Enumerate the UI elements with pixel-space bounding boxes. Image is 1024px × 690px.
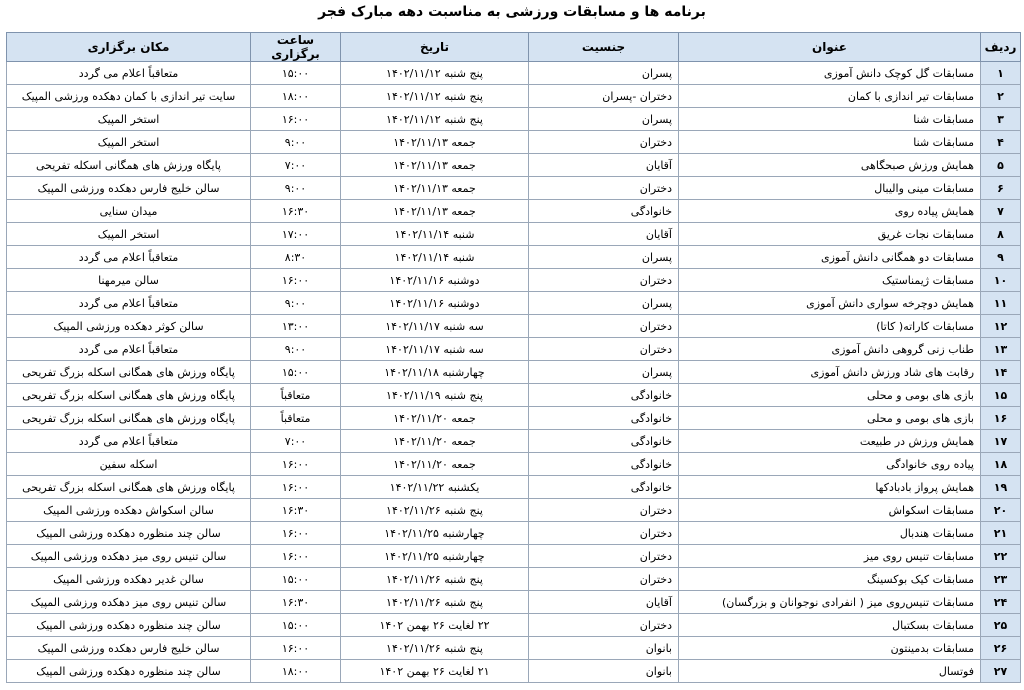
row-number: ۱۲ bbox=[981, 315, 1021, 338]
date-cell: سه شنبه ۱۴۰۲/۱۱/۱۷ bbox=[341, 338, 529, 361]
venue-cell: اسکله سفین bbox=[7, 453, 251, 476]
time-cell: ۱۶:۳۰ bbox=[251, 591, 341, 614]
time-cell: ۱۶:۰۰ bbox=[251, 476, 341, 499]
venue-cell: پایگاه ورزش های همگانی اسکله بزرگ تفریحی bbox=[7, 407, 251, 430]
table-row bbox=[7, 522, 1021, 545]
time-cell: ۷:۰۰ bbox=[251, 430, 341, 453]
row-number: ۲۳ bbox=[981, 568, 1021, 591]
gender-cell: پسران bbox=[529, 62, 679, 85]
date-cell: یکشنبه ۱۴۰۲/۱۱/۲۲ bbox=[341, 476, 529, 499]
venue-cell: سالن خلیج فارس دهکده ورزشی المپیک bbox=[7, 637, 251, 660]
row-number: ۱۷ bbox=[981, 430, 1021, 453]
row-number: ۲۶ bbox=[981, 637, 1021, 660]
table-body bbox=[7, 62, 1021, 683]
event-title: مسابقات شنا bbox=[679, 131, 981, 154]
date-cell: سه شنبه ۱۴۰۲/۱۱/۱۷ bbox=[341, 315, 529, 338]
table-row bbox=[7, 246, 1021, 269]
header-num: ردیف bbox=[981, 33, 1021, 62]
gender-cell: دختران bbox=[529, 177, 679, 200]
date-cell: پنج شنبه ۱۴۰۲/۱۱/۱۲ bbox=[341, 85, 529, 108]
row-number: ۱۴ bbox=[981, 361, 1021, 384]
time-cell: ۹:۰۰ bbox=[251, 338, 341, 361]
time-cell: ۱۶:۳۰ bbox=[251, 499, 341, 522]
venue-cell: متعاقباً اعلام می گردد bbox=[7, 246, 251, 269]
gender-cell: آقایان bbox=[529, 223, 679, 246]
venue-cell: پایگاه ورزش های همگانی اسکله تفریحی bbox=[7, 154, 251, 177]
date-cell: جمعه ۱۴۰۲/۱۱/۲۰ bbox=[341, 453, 529, 476]
header-gender: جنسیت bbox=[529, 33, 679, 62]
date-cell: جمعه ۱۴۰۲/۱۱/۲۰ bbox=[341, 407, 529, 430]
table-row bbox=[7, 269, 1021, 292]
event-title: بازی های بومی و محلی bbox=[679, 407, 981, 430]
event-title: مسابقات ژیمناستیک bbox=[679, 269, 981, 292]
event-title: همایش پرواز بادبادکها bbox=[679, 476, 981, 499]
date-cell: ۲۲ لغایت ۲۶ بهمن ۱۴۰۲ bbox=[341, 614, 529, 637]
table-row bbox=[7, 200, 1021, 223]
time-cell: ۸:۳۰ bbox=[251, 246, 341, 269]
row-number: ۷ bbox=[981, 200, 1021, 223]
table-row bbox=[7, 177, 1021, 200]
venue-cell: استخر المپیک bbox=[7, 108, 251, 131]
time-cell: متعاقباً bbox=[251, 407, 341, 430]
gender-cell: خانوادگی bbox=[529, 453, 679, 476]
row-number: ۳ bbox=[981, 108, 1021, 131]
date-cell: پنج شنبه ۱۴۰۲/۱۱/۱۹ bbox=[341, 384, 529, 407]
date-cell: پنج شنبه ۱۴۰۲/۱۱/۲۶ bbox=[341, 591, 529, 614]
venue-cell: سالن خلیج فارس دهکده ورزشی المپیک bbox=[7, 177, 251, 200]
gender-cell: آقایان bbox=[529, 154, 679, 177]
row-number: ۲ bbox=[981, 85, 1021, 108]
gender-cell: بانوان bbox=[529, 637, 679, 660]
date-cell: شنبه ۱۴۰۲/۱۱/۱۴ bbox=[341, 223, 529, 246]
time-cell: ۹:۰۰ bbox=[251, 177, 341, 200]
venue-cell: پایگاه ورزش های همگانی اسکله بزرگ تفریحی bbox=[7, 384, 251, 407]
gender-cell: پسران bbox=[529, 246, 679, 269]
time-cell: ۱۵:۰۰ bbox=[251, 568, 341, 591]
gender-cell: دختران bbox=[529, 315, 679, 338]
gender-cell: آقایان bbox=[529, 591, 679, 614]
event-title: همایش دوچرخه سواری دانش آموزی bbox=[679, 292, 981, 315]
table-row bbox=[7, 384, 1021, 407]
table-row bbox=[7, 85, 1021, 108]
event-title: مسابقات بسکتبال bbox=[679, 614, 981, 637]
time-cell: متعاقباً bbox=[251, 384, 341, 407]
header-title: عنوان bbox=[679, 33, 981, 62]
time-cell: ۱۷:۰۰ bbox=[251, 223, 341, 246]
table-row bbox=[7, 591, 1021, 614]
table-row bbox=[7, 131, 1021, 154]
venue-cell: متعاقباً اعلام می گردد bbox=[7, 338, 251, 361]
page-title: برنامه ها و مسابقات ورزشی به مناسبت دهه مبارک فجر bbox=[318, 4, 706, 20]
venue-cell: متعاقباً اعلام می گردد bbox=[7, 430, 251, 453]
time-cell: ۱۶:۳۰ bbox=[251, 200, 341, 223]
time-cell: ۹:۰۰ bbox=[251, 131, 341, 154]
event-title: مسابقات کاراته( کاتا) bbox=[679, 315, 981, 338]
event-title: همایش ورزش در طبیعت bbox=[679, 430, 981, 453]
event-title: مسابقات اسکواش bbox=[679, 499, 981, 522]
row-number: ۵ bbox=[981, 154, 1021, 177]
gender-cell: پسران bbox=[529, 361, 679, 384]
table-row bbox=[7, 361, 1021, 384]
venue-cell: سالن کوثر دهکده ورزشی المپیک bbox=[7, 315, 251, 338]
date-cell: دوشنبه ۱۴۰۲/۱۱/۱۶ bbox=[341, 269, 529, 292]
row-number: ۱۱ bbox=[981, 292, 1021, 315]
venue-cell: استخر المپیک bbox=[7, 223, 251, 246]
row-number: ۱۰ bbox=[981, 269, 1021, 292]
row-number: ۲۴ bbox=[981, 591, 1021, 614]
venue-cell: استخر المپیک bbox=[7, 131, 251, 154]
venue-cell: سالن تنیس روی میز دهکده ورزشی المپیک bbox=[7, 591, 251, 614]
event-title: رقابت های شاد ورزش دانش آموزی bbox=[679, 361, 981, 384]
date-cell: چهارشنبه ۱۴۰۲/۱۱/۲۵ bbox=[341, 545, 529, 568]
table-row bbox=[7, 62, 1021, 85]
row-number: ۲۷ bbox=[981, 660, 1021, 683]
venue-cell: سالن چند منظوره دهکده ورزشی المپیک bbox=[7, 660, 251, 683]
time-cell: ۱۶:۰۰ bbox=[251, 637, 341, 660]
table-row bbox=[7, 315, 1021, 338]
event-title: مسابقات تنیس روی میز bbox=[679, 545, 981, 568]
venue-cell: سالن چند منظوره دهکده ورزشی المپیک bbox=[7, 614, 251, 637]
gender-cell: خانوادگی bbox=[529, 384, 679, 407]
date-cell: جمعه ۱۴۰۲/۱۱/۱۳ bbox=[341, 200, 529, 223]
gender-cell: دختران bbox=[529, 545, 679, 568]
row-number: ۴ bbox=[981, 131, 1021, 154]
date-cell: پنج شنبه ۱۴۰۲/۱۱/۲۶ bbox=[341, 568, 529, 591]
gender-cell: خانوادگی bbox=[529, 200, 679, 223]
gender-cell: دختران bbox=[529, 522, 679, 545]
schedule-table bbox=[6, 32, 1021, 683]
venue-cell: پایگاه ورزش های همگانی اسکله بزرگ تفریحی bbox=[7, 361, 251, 384]
table-row bbox=[7, 223, 1021, 246]
venue-cell: سایت تیر اندازی با کمان دهکده ورزشی المپیک bbox=[7, 85, 251, 108]
venue-cell: سالن تنیس روی میز دهکده ورزشی المپیک bbox=[7, 545, 251, 568]
row-number: ۱ bbox=[981, 62, 1021, 85]
venue-cell: میدان سنایی bbox=[7, 200, 251, 223]
header-date: تاریخ bbox=[341, 33, 529, 62]
venue-cell: سالن اسکواش دهکده ورزشی المپیک bbox=[7, 499, 251, 522]
date-cell: شنبه ۱۴۰۲/۱۱/۱۴ bbox=[341, 246, 529, 269]
row-number: ۹ bbox=[981, 246, 1021, 269]
gender-cell: پسران bbox=[529, 292, 679, 315]
event-title: مسابقات تیر اندازی با کمان bbox=[679, 85, 981, 108]
date-cell: جمعه ۱۴۰۲/۱۱/۲۰ bbox=[341, 430, 529, 453]
table-row bbox=[7, 545, 1021, 568]
venue-cell: سالن میرمهنا bbox=[7, 269, 251, 292]
time-cell: ۱۶:۰۰ bbox=[251, 453, 341, 476]
row-number: ۲۱ bbox=[981, 522, 1021, 545]
date-cell: جمعه ۱۴۰۲/۱۱/۱۳ bbox=[341, 177, 529, 200]
event-title: بازی های بومی و محلی bbox=[679, 384, 981, 407]
event-title: مسابقات شنا bbox=[679, 108, 981, 131]
header-time: ساعت برگزاری bbox=[251, 33, 341, 62]
gender-cell: دختران bbox=[529, 338, 679, 361]
venue-cell: سالن غدیر دهکده ورزشی المپیک bbox=[7, 568, 251, 591]
date-cell: پنج شنبه ۱۴۰۲/۱۱/۲۶ bbox=[341, 499, 529, 522]
gender-cell: دختران bbox=[529, 614, 679, 637]
table-row bbox=[7, 568, 1021, 591]
table-row bbox=[7, 614, 1021, 637]
row-number: ۱۳ bbox=[981, 338, 1021, 361]
gender-cell: دختران -پسران bbox=[529, 85, 679, 108]
event-title: مسابقات دو همگانی دانش آموزی bbox=[679, 246, 981, 269]
time-cell: ۱۵:۰۰ bbox=[251, 62, 341, 85]
row-number: ۱۵ bbox=[981, 384, 1021, 407]
row-number: ۲۵ bbox=[981, 614, 1021, 637]
gender-cell: خانوادگی bbox=[529, 430, 679, 453]
venue-cell: پایگاه ورزش های همگانی اسکله بزرگ تفریحی bbox=[7, 476, 251, 499]
time-cell: ۱۶:۰۰ bbox=[251, 269, 341, 292]
row-number: ۱۸ bbox=[981, 453, 1021, 476]
row-number: ۲۰ bbox=[981, 499, 1021, 522]
time-cell: ۱۳:۰۰ bbox=[251, 315, 341, 338]
row-number: ۱۶ bbox=[981, 407, 1021, 430]
gender-cell: بانوان bbox=[529, 660, 679, 683]
date-cell: چهارشنبه ۱۴۰۲/۱۱/۱۸ bbox=[341, 361, 529, 384]
time-cell: ۱۶:۰۰ bbox=[251, 108, 341, 131]
event-title: همایش ورزش صبحگاهی bbox=[679, 154, 981, 177]
event-title: مسابقات کیک بوکسینگ bbox=[679, 568, 981, 591]
venue-cell: سالن چند منظوره دهکده ورزشی المپیک bbox=[7, 522, 251, 545]
time-cell: ۱۶:۰۰ bbox=[251, 522, 341, 545]
row-number: ۱۹ bbox=[981, 476, 1021, 499]
time-cell: ۹:۰۰ bbox=[251, 292, 341, 315]
time-cell: ۷:۰۰ bbox=[251, 154, 341, 177]
table-row bbox=[7, 292, 1021, 315]
date-cell: پنج شنبه ۱۴۰۲/۱۱/۱۲ bbox=[341, 108, 529, 131]
table-row bbox=[7, 453, 1021, 476]
row-number: ۲۲ bbox=[981, 545, 1021, 568]
event-title: مسابقات مینی والیبال bbox=[679, 177, 981, 200]
row-number: ۸ bbox=[981, 223, 1021, 246]
gender-cell: پسران bbox=[529, 108, 679, 131]
table-row bbox=[7, 108, 1021, 131]
row-number: ۶ bbox=[981, 177, 1021, 200]
event-title: همایش پیاده روی bbox=[679, 200, 981, 223]
header-place: مکان برگزاری bbox=[7, 33, 251, 62]
event-title: مسابقات هندبال bbox=[679, 522, 981, 545]
table-row bbox=[7, 476, 1021, 499]
gender-cell: خانوادگی bbox=[529, 476, 679, 499]
table-header bbox=[7, 33, 1021, 62]
time-cell: ۱۸:۰۰ bbox=[251, 85, 341, 108]
date-cell: دوشنبه ۱۴۰۲/۱۱/۱۶ bbox=[341, 292, 529, 315]
time-cell: ۱۵:۰۰ bbox=[251, 614, 341, 637]
venue-cell: متعاقباً اعلام می گردد bbox=[7, 292, 251, 315]
table-row bbox=[7, 407, 1021, 430]
event-title: مسابقات نجات غریق bbox=[679, 223, 981, 246]
date-cell: جمعه ۱۴۰۲/۱۱/۱۳ bbox=[341, 131, 529, 154]
table-row bbox=[7, 660, 1021, 683]
table-row bbox=[7, 637, 1021, 660]
time-cell: ۱۸:۰۰ bbox=[251, 660, 341, 683]
event-title: طناب زنی گروهی دانش آموزی bbox=[679, 338, 981, 361]
event-title: پیاده روی خانوادگی bbox=[679, 453, 981, 476]
header-row bbox=[7, 33, 1021, 62]
gender-cell: دختران bbox=[529, 568, 679, 591]
date-cell: پنج شنبه ۱۴۰۲/۱۱/۲۶ bbox=[341, 637, 529, 660]
event-title: مسابقات تنیس‌روی میز ( انفرادی نوجوانان و بزرگسان) bbox=[679, 591, 981, 614]
table-row bbox=[7, 499, 1021, 522]
time-cell: ۱۶:۰۰ bbox=[251, 545, 341, 568]
table-row bbox=[7, 430, 1021, 453]
table-row bbox=[7, 338, 1021, 361]
date-cell: پنج شنبه ۱۴۰۲/۱۱/۱۲ bbox=[341, 62, 529, 85]
date-cell: ۲۱ لغایت ۲۶ بهمن ۱۴۰۲ bbox=[341, 660, 529, 683]
event-title: فوتسال bbox=[679, 660, 981, 683]
table-row bbox=[7, 154, 1021, 177]
date-cell: چهارشنبه ۱۴۰۲/۱۱/۲۵ bbox=[341, 522, 529, 545]
event-title: مسابقات بدمینتون bbox=[679, 637, 981, 660]
gender-cell: دختران bbox=[529, 499, 679, 522]
gender-cell: دختران bbox=[529, 131, 679, 154]
gender-cell: خانوادگی bbox=[529, 407, 679, 430]
venue-cell: متعاقباً اعلام می گردد bbox=[7, 62, 251, 85]
date-cell: جمعه ۱۴۰۲/۱۱/۱۳ bbox=[341, 154, 529, 177]
event-title: مسابقات گل کوچک دانش آموزی bbox=[679, 62, 981, 85]
time-cell: ۱۵:۰۰ bbox=[251, 361, 341, 384]
gender-cell: دختران bbox=[529, 269, 679, 292]
